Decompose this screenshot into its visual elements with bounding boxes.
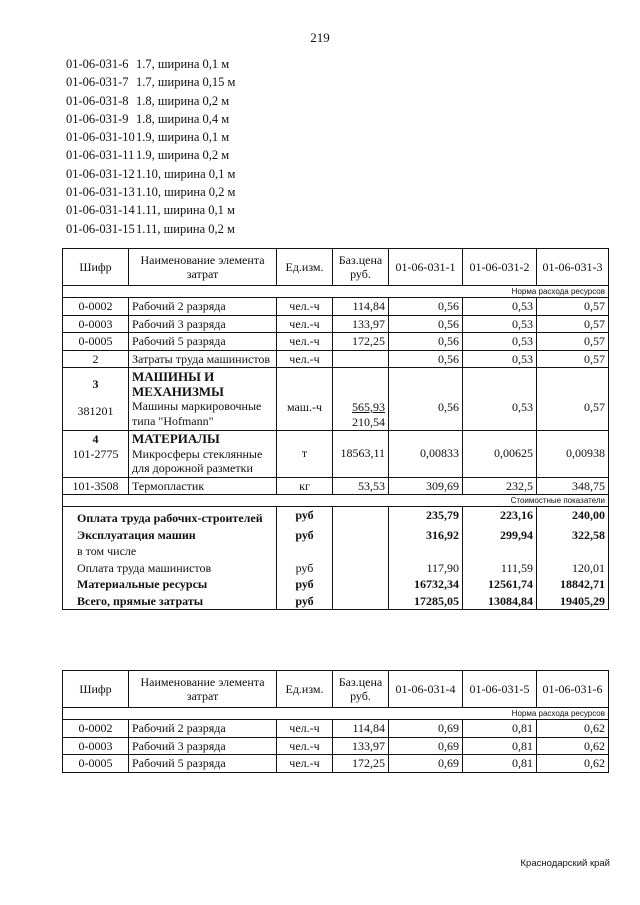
summary-name: Материальные ресурсы: [63, 576, 277, 593]
summary-unit: руб: [277, 560, 333, 577]
material-price-value: 18563,11: [340, 446, 385, 460]
norm-label-row: [63, 286, 609, 298]
summary-unit: руб: [277, 507, 333, 527]
summary-spacer: [333, 576, 389, 593]
table-row: [63, 350, 609, 368]
col-unit-header: Ед.изм.: [277, 249, 333, 286]
row-value-1: 309,69: [389, 477, 463, 495]
row-unit: чел.-ч: [277, 737, 333, 755]
code-id: 01-06-031-11: [66, 148, 135, 163]
row-value-2: 0,81: [463, 737, 537, 755]
norm-label-row: [63, 708, 609, 720]
section-machines-row: [63, 368, 609, 431]
cost-label: Стоимостные показатели: [63, 495, 609, 507]
code-id: 01-06-031-9: [66, 111, 129, 126]
row-name: Рабочий 3 разряда: [129, 737, 277, 755]
section-title: МАШИНЫ И МЕХАНИЗМЫ: [132, 369, 224, 399]
row-price: 133,97: [333, 315, 389, 333]
summary-row: [63, 576, 609, 593]
summary-value-3: 19405,29: [537, 593, 609, 610]
code-desc: 1.10, ширина 0,1 м: [136, 166, 236, 181]
material-name: Микросферы стеклянные для дорожной разметки: [132, 446, 263, 475]
summary-value-3: 322,58: [537, 527, 609, 544]
region-footer: Краснодарский край: [520, 858, 610, 869]
material-value-1: [389, 431, 463, 478]
machine-name: Машины маркировочные типа "Hofmann": [132, 399, 262, 428]
summary-value-1: 117,90: [389, 560, 463, 577]
material-code: 101-2775: [72, 446, 119, 461]
code-list-item: [66, 220, 235, 238]
col-price-header: Баз.цена руб.: [333, 671, 389, 708]
summary-value-1: 316,92: [389, 527, 463, 544]
row-value-3: 0,62: [537, 720, 609, 738]
machine-price: [333, 368, 389, 431]
summary-value-2: 13084,84: [463, 593, 537, 610]
row-code: 0-0003: [63, 315, 129, 333]
machine-value: 0,56: [438, 400, 459, 414]
row-code: 0-0005: [63, 755, 129, 773]
resource-table-2: [62, 670, 609, 773]
summary-value-3: 18842,71: [537, 576, 609, 593]
summary-value-2: 111,59: [463, 560, 537, 577]
col-code-header: Шифр: [63, 249, 129, 286]
row-name: Рабочий 2 разряда: [129, 298, 277, 316]
row-value-3: 0,62: [537, 737, 609, 755]
summary-spacer: [333, 507, 389, 527]
table-row: [63, 737, 609, 755]
row-name: Рабочий 5 разряда: [129, 755, 277, 773]
code-desc: 1.9, ширина 0,2 м: [136, 148, 230, 163]
summary-value-2: 12561,74: [463, 576, 537, 593]
row-value-1: 0,56: [389, 350, 463, 368]
row-unit: чел.-ч: [277, 333, 333, 351]
code-list-item: [66, 128, 235, 146]
table-row: [63, 720, 609, 738]
row-unit: чел.-ч: [277, 720, 333, 738]
summary-name: Эксплуатация машин: [63, 527, 277, 544]
material-value-3: [537, 431, 609, 478]
material-unit-value: т: [301, 446, 308, 460]
col-1-header: 01-06-031-1: [389, 249, 463, 286]
col-code-header: Шифр: [63, 671, 129, 708]
norm-label: Норма расхода ресурсов: [63, 286, 609, 298]
code-desc: 1.7, ширина 0,15 м: [136, 75, 236, 90]
summary-value-3: 240,00: [537, 507, 609, 527]
summary-row: [63, 543, 609, 560]
col-2-header: 01-06-031-2: [463, 249, 537, 286]
row-price: 133,97: [333, 737, 389, 755]
summary-name: Оплата труда машинистов: [63, 560, 277, 577]
row-name: Рабочий 2 разряда: [129, 720, 277, 738]
row-value-3: 0,57: [537, 315, 609, 333]
row-price: 172,25: [333, 755, 389, 773]
code-list-item: [66, 146, 235, 164]
row-code: 0-0003: [63, 737, 129, 755]
code-list-item: [66, 110, 235, 128]
summary-value-1: 16732,34: [389, 576, 463, 593]
code-list-item: [66, 92, 235, 110]
summary-spacer: [333, 593, 389, 610]
row-value-3: 348,75: [537, 477, 609, 495]
resource-table-1: [62, 248, 609, 610]
row-value-1: 0,69: [389, 737, 463, 755]
code-id: 01-06-031-10: [66, 130, 135, 145]
row-name: Термопластик: [129, 477, 277, 495]
material-unit: [277, 431, 333, 478]
code-list-item: [66, 73, 235, 91]
row-name: Затраты труда машинистов: [129, 350, 277, 368]
material-value-2: [463, 431, 537, 478]
code-desc: 1.7, ширина 0,1 м: [136, 57, 230, 71]
summary-name: в том числе: [63, 543, 277, 560]
section-code: [63, 368, 129, 431]
code-id: 01-06-031-15: [66, 221, 135, 236]
table-row: [63, 755, 609, 773]
col-3-header: 01-06-031-3: [537, 249, 609, 286]
section-materials-row: [63, 431, 609, 478]
code-id: 01-06-031-6: [66, 57, 129, 71]
row-value-2: 0,81: [463, 755, 537, 773]
row-price: 114,84: [333, 720, 389, 738]
row-value-3: 0,57: [537, 333, 609, 351]
code-desc: 1.8, ширина 0,4 м: [136, 111, 230, 126]
summary-value-1: [389, 543, 463, 560]
row-price: 114,84: [333, 298, 389, 316]
machine-value-3: [537, 368, 609, 431]
table-header-row: [63, 671, 609, 708]
row-value-2: 0,53: [463, 333, 537, 351]
summary-name: Оплата труда рабочих-строителей: [63, 507, 277, 527]
code-list: [66, 55, 235, 238]
row-code: 101-3508: [63, 477, 129, 495]
code-id: 01-06-031-7: [66, 75, 129, 90]
row-code: 0-0002: [63, 298, 129, 316]
summary-value-2: 223,16: [463, 507, 537, 527]
col-unit-header: Ед.изм.: [277, 671, 333, 708]
section-title: МАТЕРИАЛЫ: [132, 431, 220, 446]
row-unit: чел.-ч: [277, 755, 333, 773]
code-desc: 1.11, ширина 0,2 м: [136, 221, 235, 236]
code-list-item: [66, 183, 235, 201]
row-price: 53,53: [333, 477, 389, 495]
col-2-header: 01-06-031-5: [463, 671, 537, 708]
summary-spacer: [333, 527, 389, 544]
code-list-item: [66, 55, 235, 73]
row-value-2: 0,53: [463, 315, 537, 333]
cost-label-row: [63, 495, 609, 507]
row-unit: чел.-ч: [277, 315, 333, 333]
row-unit: чел.-ч: [277, 298, 333, 316]
code-id: 01-06-031-13: [66, 185, 135, 200]
row-price: [333, 350, 389, 368]
summary-unit: руб: [277, 576, 333, 593]
summary-row: [63, 560, 609, 577]
summary-value-2: [463, 543, 537, 560]
row-name: Рабочий 3 разряда: [129, 315, 277, 333]
row-value-3: 0,57: [537, 350, 609, 368]
row-value-2: 0,81: [463, 720, 537, 738]
table-row: [63, 477, 609, 495]
machine-price-2: 210,54: [352, 414, 385, 429]
code-list-item: [66, 201, 235, 219]
machine-value: 0,53: [512, 400, 533, 414]
material-value: 0,00833: [420, 446, 459, 460]
code-desc: 1.11, ширина 0,1 м: [136, 203, 235, 218]
material-price: [333, 431, 389, 478]
summary-name: Всего, прямые затраты: [63, 593, 277, 610]
summary-value-3: 120,01: [537, 560, 609, 577]
code-desc: 1.10, ширина 0,2 м: [136, 185, 236, 200]
table-header-row: [63, 249, 609, 286]
material-value: 0,00625: [494, 446, 533, 460]
summary-unit: руб: [277, 593, 333, 610]
col-name-header: Наименование элемента затрат: [129, 249, 277, 286]
row-value-2: 0,53: [463, 350, 537, 368]
section-code-value: 3: [92, 377, 99, 391]
machine-unit-value: маш.-ч: [286, 400, 323, 414]
row-value-1: 0,56: [389, 333, 463, 351]
page-number: 219: [310, 30, 330, 45]
material-value: 0,00938: [566, 446, 605, 460]
summary-spacer: [333, 543, 389, 560]
code-list-item: [66, 165, 235, 183]
code-id: 01-06-031-12: [66, 166, 135, 181]
machine-value-1: [389, 368, 463, 431]
machine-unit: [277, 368, 333, 431]
summary-spacer: [333, 560, 389, 577]
row-value-3: 0,62: [537, 755, 609, 773]
code-desc: 1.9, ширина 0,1 м: [136, 130, 230, 145]
machine-price-1: 565,93: [352, 400, 385, 414]
row-value-2: 0,53: [463, 298, 537, 316]
table-row: [63, 333, 609, 351]
summary-value-2: 299,94: [463, 527, 537, 544]
table-row: [63, 315, 609, 333]
summary-unit: руб: [277, 527, 333, 544]
section-code: [63, 431, 129, 478]
row-code: 0-0002: [63, 720, 129, 738]
row-price: 172,25: [333, 333, 389, 351]
row-unit: кг: [277, 477, 333, 495]
code-id: 01-06-031-14: [66, 203, 135, 218]
code-id: 01-06-031-8: [66, 93, 129, 108]
row-value-1: 0,69: [389, 755, 463, 773]
row-unit: чел.-ч: [277, 350, 333, 368]
machine-value-2: [463, 368, 537, 431]
summary-row: [63, 527, 609, 544]
machine-value: 0,57: [584, 400, 605, 414]
col-3-header: 01-06-031-6: [537, 671, 609, 708]
summary-unit: [277, 543, 333, 560]
col-name-header: Наименование элемента затрат: [129, 671, 277, 708]
summary-value-1: 17285,05: [389, 593, 463, 610]
row-value-1: 0,56: [389, 298, 463, 316]
row-value-2: 232,5: [463, 477, 537, 495]
summary-value-1: 235,79: [389, 507, 463, 527]
row-code: 2: [63, 350, 129, 368]
machine-code: 381201: [77, 403, 114, 418]
row-value-1: 0,69: [389, 720, 463, 738]
col-price-header: Баз.цена руб.: [333, 249, 389, 286]
row-value-3: 0,57: [537, 298, 609, 316]
table-row: [63, 298, 609, 316]
col-1-header: 01-06-031-4: [389, 671, 463, 708]
section-name: [129, 431, 277, 478]
summary-row: [63, 593, 609, 610]
summary-row: [63, 507, 609, 527]
row-value-1: 0,56: [389, 315, 463, 333]
norm-label: Норма расхода ресурсов: [63, 708, 609, 720]
section-code-value: 4: [92, 432, 99, 446]
section-name: [129, 368, 277, 431]
row-name: Рабочий 5 разряда: [129, 333, 277, 351]
summary-value-3: [537, 543, 609, 560]
code-desc: 1.8, ширина 0,2 м: [136, 93, 230, 108]
row-code: 0-0005: [63, 333, 129, 351]
